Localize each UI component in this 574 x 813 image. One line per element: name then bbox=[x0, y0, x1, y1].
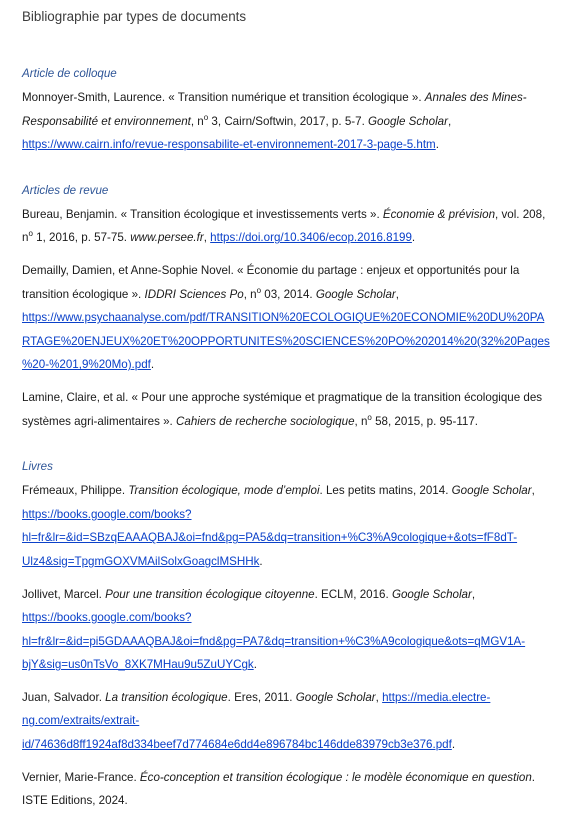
italic-title: www.persee.fr bbox=[130, 231, 204, 245]
bibliography-entry bbox=[22, 86, 550, 157]
reference-link[interactable]: https://media.electre-ng.com/extraits/extrait-id/74636d8ff1924af8d334beef7d774684e6dd4e896784bc146dde83979cb3e376.pdf bbox=[22, 690, 491, 752]
entry-text: . bbox=[411, 231, 416, 245]
entry-text: . bbox=[253, 658, 257, 672]
reference-link[interactable]: https://www.psychaanalyse.com/pdf/TRANSITION%20ECOLOGIQUE%20ECONOMIE%20DU%20PARTAGE%20ENJEUX%20ET%20OPPORTUNITES%20SCIENCES%20PO%202014%20(32%20Pages%20-%201,9%20Mo).pdf bbox=[22, 311, 550, 372]
section-heading: Articles de revue bbox=[22, 183, 109, 197]
italic-title: Économie & prévision bbox=[382, 207, 496, 221]
entry-text: . bbox=[451, 738, 456, 752]
entry-text: . bbox=[259, 554, 263, 568]
entry-text: Monnoyer-Smith, Laurence. « Transition numérique et transition écologique ». bbox=[22, 91, 425, 104]
document-title: Bibliographie par types de documents bbox=[22, 9, 247, 24]
entry-text: Juan, Salvador. bbox=[22, 690, 106, 704]
italic-title: Google Scholar bbox=[451, 484, 532, 498]
italic-title: Google Scholar bbox=[295, 690, 376, 704]
entry-text: . bbox=[435, 138, 439, 152]
bibliography-entry bbox=[22, 386, 550, 433]
entry-text: . Eres, 2011. bbox=[227, 690, 296, 704]
number-superscript: o bbox=[256, 285, 262, 295]
italic-title: Google Scholar bbox=[315, 287, 396, 301]
bibliography-entry bbox=[22, 259, 550, 377]
entry-text: Vernier, Marie-France. bbox=[22, 770, 140, 784]
entry-text: , bbox=[447, 114, 452, 128]
italic-title: Cahiers de recherche sociologique bbox=[176, 414, 355, 428]
italic-title: Google Scholar bbox=[391, 587, 472, 601]
italic-title: La transition écologique bbox=[105, 690, 228, 704]
bibliography-entry bbox=[22, 479, 550, 573]
reference-link[interactable]: https://books.google.com/books?hl=fr&lr=&id=SBzqEAAAQBAJ&oi=fnd&pg=PA5&dq=transition+%C3%A9cologique+&ots=fF8dT-Ulz4&sig=TpgmGOXVMAilSolxGoagclMSHHk bbox=[22, 507, 518, 568]
reference-link[interactable]: https://doi.org/10.3406/ecop.2016.8199 bbox=[210, 231, 412, 245]
entry-text: , n bbox=[243, 287, 257, 301]
entry-text: , bbox=[203, 231, 211, 245]
bibliography-entry bbox=[22, 766, 550, 813]
bibliography-section bbox=[22, 66, 550, 157]
entry-text: 1, 2016, p. 57-75. bbox=[32, 231, 131, 245]
entry-text: Jollivet, Marcel. bbox=[22, 587, 106, 601]
entry-text: , bbox=[375, 690, 383, 704]
number-superscript: o bbox=[28, 229, 33, 239]
bibliography-entry bbox=[22, 203, 550, 250]
entry-text: , n bbox=[190, 114, 204, 128]
entry-text: , bbox=[471, 587, 476, 601]
italic-title: Éco-conception et transition écologique : le modèle économique en question bbox=[139, 770, 532, 784]
italic-title: IDDRI Sciences Po bbox=[144, 287, 244, 301]
entry-text: Bureau, Benjamin. « Transition écologique et investissements verts ». bbox=[22, 207, 383, 221]
entry-text: . Les petits matins, 2014. bbox=[319, 484, 452, 498]
bibliography bbox=[22, 66, 550, 813]
italic-title: Pour une transition écologique citoyenne bbox=[105, 587, 315, 601]
bibliography-entry bbox=[22, 686, 550, 757]
entry-text: , bbox=[395, 287, 399, 301]
entry-text: , bbox=[531, 484, 535, 498]
number-superscript: o bbox=[203, 112, 209, 122]
entry-text: . bbox=[150, 358, 155, 372]
entry-text: . ECLM, 2016. bbox=[314, 587, 392, 601]
reference-link[interactable]: https://books.google.com/books?hl=fr&lr=&id=pi5GDAAAQBAJ&oi=fnd&pg=PA7&dq=transition+%C3%A9cologique&ots=qMGV1A-bjY&sig=us0nTsVo_8XK7MHau9u5ZuUYCgk bbox=[22, 611, 526, 672]
italic-title: Annales des Mines-Responsabilité et environnement bbox=[22, 91, 527, 128]
number-superscript: o bbox=[367, 412, 372, 422]
bibliography-entry bbox=[22, 583, 550, 677]
entry-text: 3, Cairn/Softwin, 2017, p. 5-7. bbox=[208, 114, 369, 128]
bibliography-section bbox=[22, 183, 550, 433]
section-heading: Article de colloque bbox=[22, 67, 117, 80]
italic-title: Google Scholar bbox=[368, 114, 448, 128]
entry-text: 03, 2014. bbox=[261, 287, 316, 301]
italic-title: Transition écologique, mode d’emploi bbox=[128, 484, 320, 498]
entry-text: , vol. 208, n bbox=[22, 207, 546, 245]
bibliography-section bbox=[22, 459, 550, 813]
reference-link[interactable]: https://www.cairn.info/revue-responsabilite-et-environnement-2017-3-page-5.htm bbox=[22, 138, 436, 152]
section-heading: Livres bbox=[22, 460, 53, 474]
entry-text: Frémeaux, Philippe. bbox=[22, 484, 129, 498]
entry-text: . ISTE Editions, 2024. bbox=[22, 770, 536, 808]
entry-text: Lamine, Claire, et al. « Pour une approche systémique et pragmatique de la transition écologique des systèmes agri-alimentaires ». bbox=[22, 390, 543, 428]
entry-text: Demailly, Damien, et Anne-Sophie Novel. « Économie du partage : enjeux et opportunités pour la transition écologique ». bbox=[22, 263, 520, 301]
entry-text: , n bbox=[354, 414, 368, 428]
entry-text: 58, 2015, p. 95-117. bbox=[371, 414, 479, 428]
